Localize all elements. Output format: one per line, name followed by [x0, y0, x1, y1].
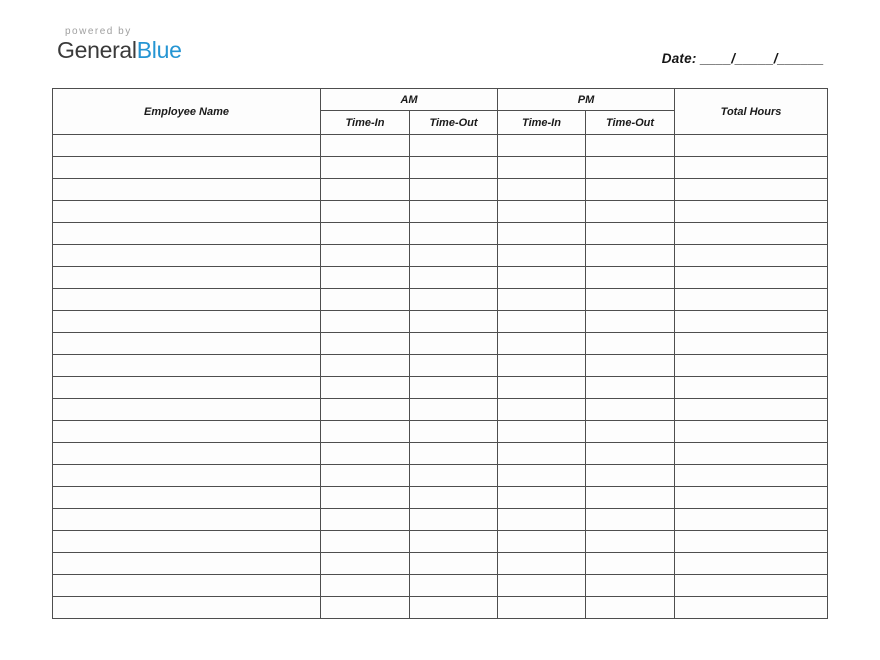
- pm-time-out-cell: [586, 443, 675, 465]
- pm-time-in-cell: [498, 421, 586, 443]
- timesheet-rows: [53, 135, 828, 619]
- generalblue-logo: [57, 26, 182, 63]
- timesheet-row: [53, 245, 828, 267]
- pm-time-out-cell: [586, 531, 675, 553]
- am-time-out-cell: [410, 553, 498, 575]
- am-time-out-cell: [410, 531, 498, 553]
- timesheet-row: [53, 597, 828, 619]
- am-time-in-cell: [321, 377, 410, 399]
- employee-name-cell: [53, 201, 321, 223]
- pm-time-out-cell: [586, 245, 675, 267]
- am-time-in-cell: [321, 355, 410, 377]
- pm-time-out-cell: [586, 355, 675, 377]
- pm-time-in-cell: [498, 553, 586, 575]
- total-hours-cell: [675, 157, 828, 179]
- total-hours-cell: [675, 333, 828, 355]
- total-hours-cell: [675, 201, 828, 223]
- pm-time-out-cell: [586, 421, 675, 443]
- header-pm-time-in: Time-In: [498, 111, 586, 135]
- timesheet-row: [53, 575, 828, 597]
- pm-time-out-cell: [586, 377, 675, 399]
- am-time-in-cell: [321, 245, 410, 267]
- logo-brand-general: General: [57, 37, 137, 63]
- pm-time-out-cell: [586, 223, 675, 245]
- timesheet-table: [52, 88, 828, 619]
- logo-brand-blue: Blue: [136, 37, 182, 63]
- am-time-in-cell: [321, 597, 410, 619]
- employee-name-cell: [53, 333, 321, 355]
- total-hours-cell: [675, 421, 828, 443]
- am-time-out-cell: [410, 289, 498, 311]
- employee-name-cell: [53, 355, 321, 377]
- am-time-in-cell: [321, 421, 410, 443]
- timesheet-row: [53, 267, 828, 289]
- employee-name-cell: [53, 575, 321, 597]
- am-time-out-cell: [410, 465, 498, 487]
- am-time-in-cell: [321, 333, 410, 355]
- am-time-out-cell: [410, 245, 498, 267]
- employee-name-cell: [53, 531, 321, 553]
- timesheet-row: [53, 289, 828, 311]
- am-time-out-cell: [410, 311, 498, 333]
- logo-powered-by-text: powered by: [65, 26, 132, 37]
- header-pm-time-out: Time-Out: [586, 111, 675, 135]
- pm-time-in-cell: [498, 223, 586, 245]
- pm-time-out-cell: [586, 311, 675, 333]
- am-time-out-cell: [410, 421, 498, 443]
- am-time-out-cell: [410, 333, 498, 355]
- employee-name-cell: [53, 553, 321, 575]
- employee-name-cell: [53, 421, 321, 443]
- pm-time-in-cell: [498, 201, 586, 223]
- timesheet-row: [53, 179, 828, 201]
- am-time-out-cell: [410, 597, 498, 619]
- employee-name-cell: [53, 135, 321, 157]
- timesheet-row: [53, 531, 828, 553]
- pm-time-in-cell: [498, 465, 586, 487]
- total-hours-cell: [675, 245, 828, 267]
- total-hours-cell: [675, 509, 828, 531]
- employee-name-cell: [53, 157, 321, 179]
- pm-time-in-cell: [498, 157, 586, 179]
- am-time-out-cell: [410, 355, 498, 377]
- employee-name-cell: [53, 465, 321, 487]
- timesheet-row: [53, 399, 828, 421]
- timesheet-row: [53, 553, 828, 575]
- am-time-out-cell: [410, 575, 498, 597]
- pm-time-in-cell: [498, 509, 586, 531]
- am-time-out-cell: [410, 487, 498, 509]
- pm-time-in-cell: [498, 245, 586, 267]
- employee-name-cell: [53, 223, 321, 245]
- am-time-out-cell: [410, 443, 498, 465]
- header-am-group: AM: [321, 89, 498, 111]
- pm-time-in-cell: [498, 399, 586, 421]
- total-hours-cell: [675, 443, 828, 465]
- timesheet-row: [53, 443, 828, 465]
- am-time-in-cell: [321, 223, 410, 245]
- total-hours-cell: [675, 135, 828, 157]
- am-time-in-cell: [321, 157, 410, 179]
- total-hours-cell: [675, 179, 828, 201]
- am-time-out-cell: [410, 267, 498, 289]
- total-hours-cell: [675, 355, 828, 377]
- pm-time-in-cell: [498, 597, 586, 619]
- header-employee-name: Employee Name: [53, 89, 321, 135]
- pm-time-in-cell: [498, 377, 586, 399]
- am-time-out-cell: [410, 201, 498, 223]
- am-time-in-cell: [321, 267, 410, 289]
- employee-name-cell: [53, 179, 321, 201]
- timesheet-row: [53, 201, 828, 223]
- timesheet-row: [53, 509, 828, 531]
- date-field: Date: ____/_____/______: [661, 51, 824, 66]
- total-hours-cell: [675, 487, 828, 509]
- total-hours-cell: [675, 575, 828, 597]
- header-total-hours: Total Hours: [675, 89, 828, 135]
- pm-time-in-cell: [498, 333, 586, 355]
- pm-time-in-cell: [498, 487, 586, 509]
- pm-time-out-cell: [586, 157, 675, 179]
- pm-time-out-cell: [586, 135, 675, 157]
- total-hours-cell: [675, 553, 828, 575]
- am-time-in-cell: [321, 465, 410, 487]
- pm-time-out-cell: [586, 487, 675, 509]
- am-time-out-cell: [410, 135, 498, 157]
- header-row-groups: [53, 89, 828, 111]
- am-time-in-cell: [321, 399, 410, 421]
- am-time-out-cell: [410, 157, 498, 179]
- pm-time-out-cell: [586, 179, 675, 201]
- employee-name-cell: [53, 377, 321, 399]
- timesheet-row: [53, 311, 828, 333]
- timesheet-row: [53, 487, 828, 509]
- pm-time-out-cell: [586, 399, 675, 421]
- employee-name-cell: [53, 399, 321, 421]
- pm-time-out-cell: [586, 465, 675, 487]
- am-time-in-cell: [321, 487, 410, 509]
- pm-time-out-cell: [586, 509, 675, 531]
- total-hours-cell: [675, 531, 828, 553]
- pm-time-out-cell: [586, 333, 675, 355]
- total-hours-cell: [675, 377, 828, 399]
- pm-time-in-cell: [498, 311, 586, 333]
- am-time-in-cell: [321, 443, 410, 465]
- pm-time-in-cell: [498, 289, 586, 311]
- timesheet-row: [53, 333, 828, 355]
- total-hours-cell: [675, 311, 828, 333]
- timesheet-row: [53, 465, 828, 487]
- pm-time-in-cell: [498, 443, 586, 465]
- total-hours-cell: [675, 399, 828, 421]
- timesheet-row: [53, 223, 828, 245]
- pm-time-out-cell: [586, 575, 675, 597]
- pm-time-in-cell: [498, 179, 586, 201]
- employee-name-cell: [53, 597, 321, 619]
- total-hours-cell: [675, 223, 828, 245]
- employee-name-cell: [53, 311, 321, 333]
- logo-brand-text: [57, 38, 182, 63]
- employee-name-cell: [53, 509, 321, 531]
- pm-time-in-cell: [498, 575, 586, 597]
- total-hours-cell: [675, 267, 828, 289]
- timesheet-row: [53, 377, 828, 399]
- total-hours-cell: [675, 465, 828, 487]
- header-pm-group: PM: [498, 89, 675, 111]
- header-am-time-in: Time-In: [321, 111, 410, 135]
- am-time-in-cell: [321, 201, 410, 223]
- pm-time-out-cell: [586, 553, 675, 575]
- am-time-in-cell: [321, 509, 410, 531]
- total-hours-cell: [675, 597, 828, 619]
- am-time-out-cell: [410, 223, 498, 245]
- am-time-out-cell: [410, 509, 498, 531]
- timesheet-row: [53, 421, 828, 443]
- pm-time-out-cell: [586, 289, 675, 311]
- employee-name-cell: [53, 245, 321, 267]
- total-hours-cell: [675, 289, 828, 311]
- pm-time-out-cell: [586, 597, 675, 619]
- pm-time-out-cell: [586, 267, 675, 289]
- employee-name-cell: [53, 487, 321, 509]
- employee-name-cell: [53, 267, 321, 289]
- pm-time-in-cell: [498, 135, 586, 157]
- am-time-in-cell: [321, 575, 410, 597]
- am-time-out-cell: [410, 179, 498, 201]
- am-time-in-cell: [321, 135, 410, 157]
- employee-name-cell: [53, 443, 321, 465]
- timesheet-row: [53, 355, 828, 377]
- pm-time-out-cell: [586, 201, 675, 223]
- timesheet-row: [53, 135, 828, 157]
- timesheet-header: [53, 89, 828, 135]
- am-time-in-cell: [321, 553, 410, 575]
- am-time-in-cell: [321, 311, 410, 333]
- pm-time-in-cell: [498, 355, 586, 377]
- am-time-in-cell: [321, 289, 410, 311]
- am-time-in-cell: [321, 179, 410, 201]
- timesheet-row: [53, 157, 828, 179]
- pm-time-in-cell: [498, 531, 586, 553]
- am-time-out-cell: [410, 377, 498, 399]
- am-time-in-cell: [321, 531, 410, 553]
- header-am-time-out: Time-Out: [410, 111, 498, 135]
- am-time-out-cell: [410, 399, 498, 421]
- employee-name-cell: [53, 289, 321, 311]
- pm-time-in-cell: [498, 267, 586, 289]
